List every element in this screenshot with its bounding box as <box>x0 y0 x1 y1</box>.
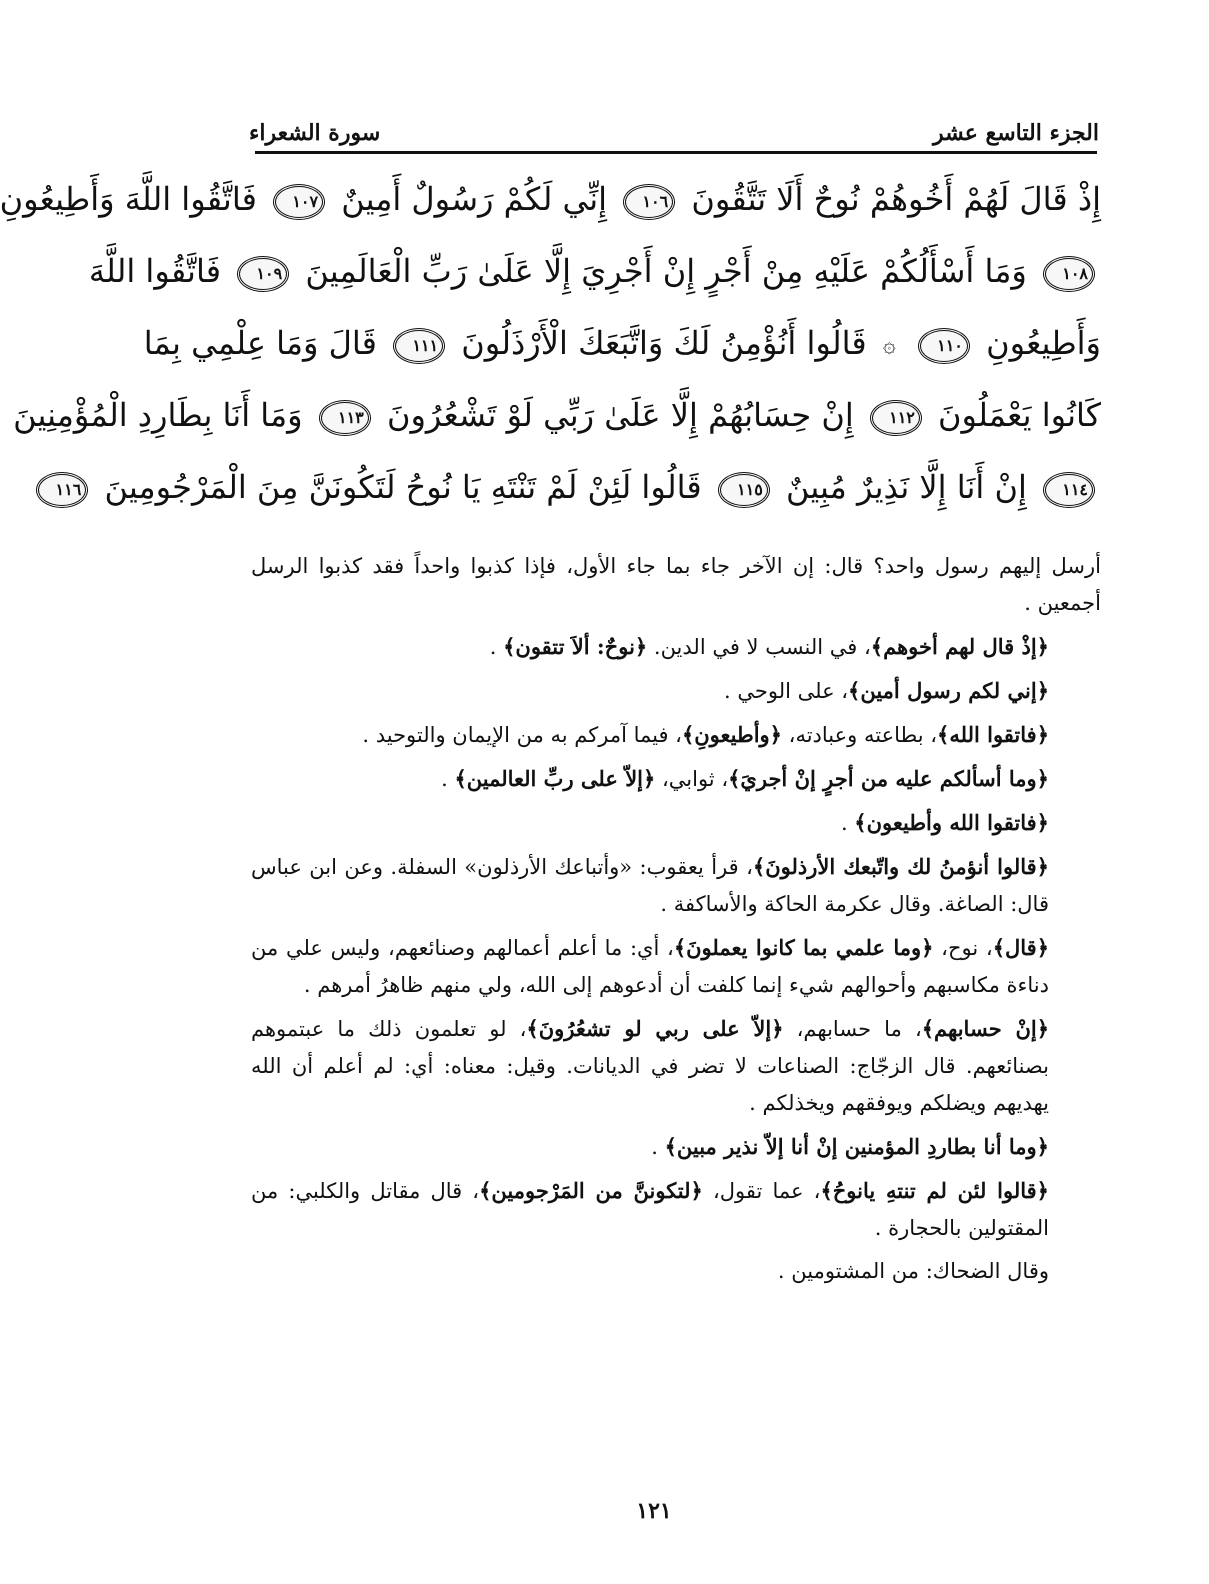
verse-quote: ﴿وما أسألكم عليه من أجرٍ إنْ أجريَ﴾ <box>728 766 1049 791</box>
ayah-text: إِنْ حِسَابُهُمْ إِلَّا عَلَىٰ رَبِّي لَوْ تَشْعُرُونَ <box>386 396 854 434</box>
verse-quote: ﴿إنْ حسابهم﴾ <box>921 1016 1050 1041</box>
verse-quote: ﴿وأطيعونِ﴾ <box>681 722 782 747</box>
ayah-number-marker: ١٠٦ <box>623 184 675 220</box>
commentary-paragraph <box>251 1172 1101 1247</box>
ayah-number-marker: ١١٤ <box>1043 472 1095 508</box>
ayah-number-marker: ١١١ <box>393 328 445 364</box>
commentary-text: . <box>489 635 504 659</box>
quran-line <box>143 307 1101 379</box>
commentary-text: ، عما تقول، <box>702 1179 821 1203</box>
ayah-text: وَمَا أَسْأَلُكُمْ عَلَيْهِ مِنْ أَجْرٍ إِنْ أَجْرِيَ إِلَّا عَلَىٰ رَبِّ الْعَالَمِينَ <box>305 252 1027 290</box>
tafsir-commentary <box>251 548 1101 1296</box>
verse-quote: ﴿إذْ قال لهم أخوهم﴾ <box>870 634 1049 659</box>
commentary-paragraph <box>251 929 1101 1004</box>
ayah-number-marker: ١١٠ <box>918 328 970 364</box>
hizb-marker-icon: ۞ <box>882 332 896 358</box>
verse-quote: ﴿وما علمي بما كانوا يعملونَ﴾ <box>673 935 934 960</box>
commentary-paragraph <box>251 548 1101 622</box>
ayah-text: قَالَ وَمَا عِلْمِي بِمَا <box>143 324 377 362</box>
ayah-text: فَاتَّقُوا اللَّهَ وَأَطِيعُونِ <box>0 180 257 218</box>
ayah-text: وَمَا أَنَا بِطَارِدِ الْمُؤْمِنِينَ <box>13 396 303 434</box>
quran-text-block <box>0 163 1101 523</box>
commentary-paragraph <box>251 760 1101 798</box>
verse-quote: ﴿قال﴾ <box>992 935 1050 960</box>
page-header <box>249 96 1099 146</box>
verse-quote: ﴿إني لكم رسول أمين﴾ <box>848 678 1049 703</box>
commentary-text: ، لو تعلمون ذلك ما عبتموهم بصنائعهم. قال الزجّاج: الصناعات لا تضر في الديانات. وقيل: معناه: أي: لم أعلم أن الله يهديهم ويضلكم ويوفقهم ويخذلكم . <box>251 1017 1049 1115</box>
commentary-text: ، ثوابي، <box>655 767 729 791</box>
commentary-text: . <box>651 1135 665 1159</box>
verse-quote: ﴿قالوا أنؤمنُ لك واتّبعك الأرذلونَ﴾ <box>752 854 1049 879</box>
commentary-text: وقال الضحاك: من المشتومين . <box>777 1259 1049 1283</box>
verse-quote: ﴿نوحٌ: ألاَ تتقون﴾ <box>503 634 648 659</box>
ayah-number-marker: ١١٢ <box>870 400 922 436</box>
quran-line <box>55 451 1101 523</box>
commentary-paragraph <box>251 1010 1101 1122</box>
commentary-paragraph <box>251 1253 1101 1290</box>
commentary-paragraph <box>251 848 1101 923</box>
quran-line <box>13 379 1101 451</box>
surah-label: سورة الشعراء <box>249 120 381 146</box>
verse-quote: ﴿وما أنا بطاردِ المؤمنين إنْ أنا إلاّ نذير مبين﴾ <box>664 1134 1049 1159</box>
commentary-text: ، أي: ما أعلم أعمالهم وصنائعهم، وليس علي من دناءة مكاسبهم وأحوالهم شيء إنما كلفت أن أدعوهم إلى الله، ولي منهم ظاهرُ أمرهم . <box>251 936 1049 997</box>
ayah-text: وَأَطِيعُونِ <box>986 324 1101 362</box>
commentary-text: ، نوح، <box>933 936 993 960</box>
ayah-text: فَاتَّقُوا اللَّهَ <box>88 252 221 290</box>
ayah-text: إِنْ أَنَا إِلَّا نَذِيرٌ مُبِينٌ <box>785 468 1027 506</box>
ayah-text: قَالُوا لَئِنْ لَمْ تَنْتَهِ يَا نُوحُ لَتَكُونَنَّ مِنَ الْمَرْجُومِينَ <box>104 468 702 506</box>
verse-quote: ﴿إلاّ على ربِّ العالمين﴾ <box>454 766 656 791</box>
ayah-number-marker: ١٠٧ <box>273 184 325 220</box>
commentary-text: . <box>441 767 455 791</box>
commentary-text: ، قال مقاتل والكلبي: من المقتولين بالحجارة . <box>251 1179 1049 1240</box>
ayah-number-marker: ١٠٩ <box>237 256 289 292</box>
verse-quote: ﴿فاتقوا الله وأطيعون﴾ <box>854 810 1049 835</box>
commentary-paragraph <box>251 672 1101 710</box>
quran-line <box>0 163 1101 235</box>
ayah-number-marker: ١١٥ <box>718 472 770 508</box>
page-number: ١٢١ <box>636 1498 672 1524</box>
verse-quote: ﴿فاتقوا الله﴾ <box>937 722 1049 747</box>
commentary-paragraph <box>251 1128 1101 1166</box>
header-divider <box>255 151 1097 154</box>
ayah-text: إِنِّي لَكُمْ رَسُولٌ أَمِينٌ <box>341 180 607 218</box>
ayah-number-marker: ١٠٨ <box>1043 256 1095 292</box>
commentary-text: . <box>840 811 855 835</box>
ayah-number-marker: ١١٦ <box>36 472 88 508</box>
commentary-text: ، في النسب لا في الدين. <box>647 635 871 659</box>
commentary-text: أرسل إليهم رسول واحد؟ قال: إن الآخر جاء بما جاء الأول، فإذا كذبوا واحداً فقد كذبوا الرسل أجمعين . <box>251 554 1101 615</box>
juz-label: الجزء التاسع عشر <box>932 120 1099 146</box>
ayah-text: إِذْ قَالَ لَهُمْ أَخُوهُمْ نُوحٌ أَلَا تَتَّقُونَ <box>691 180 1101 218</box>
ayah-text: كَانُوا يَعْمَلُونَ <box>938 396 1101 434</box>
ayah-number-marker: ١١٣ <box>319 400 371 436</box>
commentary-paragraph <box>251 716 1101 754</box>
quran-line <box>88 235 1101 307</box>
verse-quote: ﴿قالوا لئن لم تنتهِ يانوحُ﴾ <box>820 1178 1049 1203</box>
commentary-text: ، على الوحي . <box>724 679 849 703</box>
commentary-text: ، قرأ يعقوب: «وأتباعك الأرذلون» السفلة. وعن ابن عباس قال: الصاغة. وقال عكرمة الحاكة والأساكفة . <box>251 855 1049 916</box>
commentary-paragraph <box>251 628 1101 666</box>
commentary-text: ، ما حسابهم، <box>783 1017 922 1041</box>
commentary-text: ، فيما آمركم به من الإيمان والتوحيد . <box>362 723 682 747</box>
ayah-text: قَالُوا أَنُؤْمِنُ لَكَ وَاتَّبَعَكَ الْأَرْذَلُونَ <box>461 324 867 362</box>
verse-quote: ﴿إلاّ على ربي لو تشعُرُونَ﴾ <box>526 1016 784 1041</box>
commentary-paragraph <box>251 804 1101 842</box>
verse-quote: ﴿لتكوننَّ من المَرْجومين﴾ <box>479 1178 703 1203</box>
commentary-text: ، بطاعته وعبادته، <box>782 723 938 747</box>
